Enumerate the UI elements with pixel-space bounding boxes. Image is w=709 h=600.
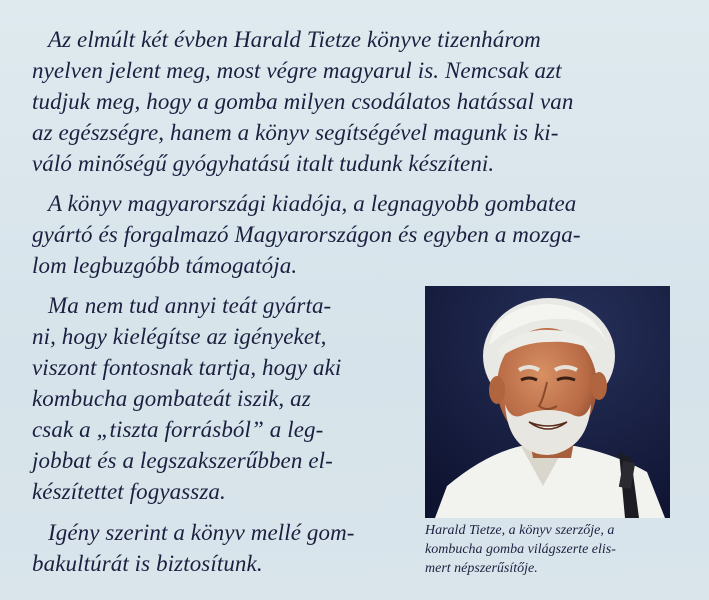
author-portrait: [425, 286, 670, 518]
article-line: lom legbuzgóbb támogatója.: [32, 253, 298, 278]
photo-caption-line: Harald Tietze, a könyv szerzője, a: [425, 523, 615, 538]
article-line: az egészségre, hanem a könyv segítségével magunk is ki-: [32, 120, 559, 145]
author-photo: [425, 286, 670, 518]
article-line: tudjuk meg, hogy a gomba milyen csodálatos hatással van: [32, 89, 574, 114]
photo-caption-line: kombucha gomba világszerte elis-: [425, 542, 616, 557]
photo-caption-line: mert népszerűsítője.: [425, 561, 538, 576]
article-line: gyártó és forgalmazó Magyarországon és egyben a mozga-: [32, 222, 581, 247]
article-line: bakultúrát is biztosítunk.: [32, 551, 263, 576]
article-line: A könyv magyarországi kiadója, a legnagyobb gombatea: [48, 191, 577, 216]
article-line: ni, hogy kielégítse az igényeket,: [32, 324, 327, 349]
article-line: Az elmúlt két évben Harald Tietze könyve tizenhárom: [48, 27, 541, 52]
article-line: Igény szerint a könyv mellé gom-: [48, 520, 355, 545]
article-line: kombucha gombateát iszik, az: [32, 386, 311, 411]
article-line: váló minőségű gyógyhatású italt tudunk készíteni.: [32, 151, 495, 176]
article-line: csak a „tiszta forrásból” a leg-: [32, 417, 324, 442]
article-line: jobbat és a legszakszerűbben el-: [32, 448, 333, 473]
article-line: viszont fontosnak tartja, hogy aki: [32, 355, 342, 380]
article-line: készítettet fogyassza.: [32, 479, 226, 504]
article-line: Ma nem tud annyi teát gyárta-: [48, 293, 332, 318]
article-line: nyelven jelent meg, most végre magyarul is. Nemcsak azt: [32, 58, 562, 83]
